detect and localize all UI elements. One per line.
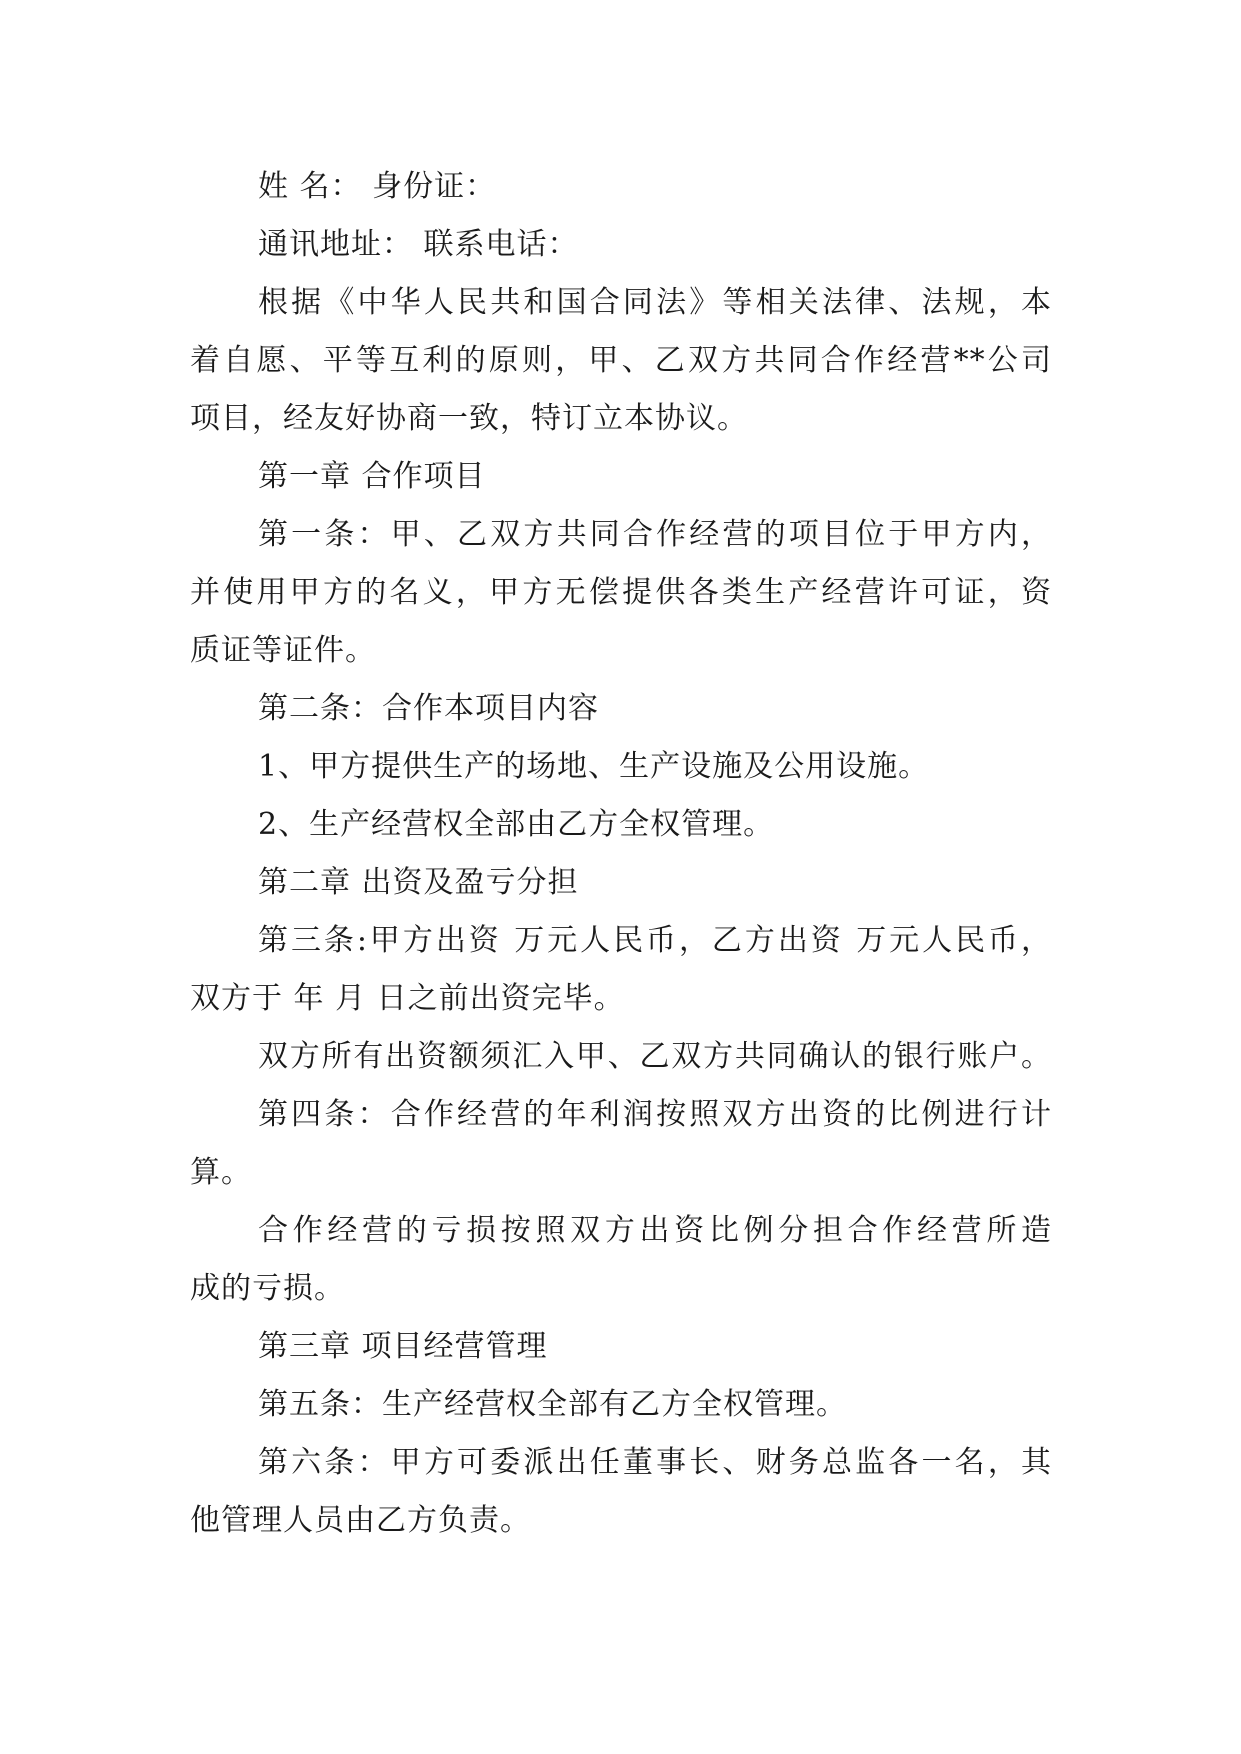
article-4-line-1: 第四条：合作经营的年利润按照双方出资的比例进行计 — [258, 1097, 1052, 1132]
article-1-line-3: 质证等证件。 — [190, 633, 376, 668]
preamble-line-2: 着自愿、平等互利的原则，甲、乙双方共同合作经营**公司 — [190, 343, 1052, 378]
article-3-line-1: 第三条:甲方出资 万元人民币，乙方出资 万元人民币， — [258, 923, 1052, 958]
preamble-line-3: 项目，经友好协商一致，特订立本协议。 — [190, 401, 748, 436]
article-6-line-2: 他管理人员由乙方负责。 — [190, 1503, 531, 1538]
article-3-line-3: 双方所有出资额须汇入甲、乙双方共同确认的银行账户。 — [258, 1039, 1052, 1074]
article-2-item-2: 2、生产经营权全部由乙方全权管理。 — [258, 807, 775, 842]
article-3-line-2: 双方于 年 月 日之前出资完毕。 — [190, 981, 625, 1016]
chapter-1-heading: 第一章 合作项目 — [258, 459, 486, 494]
party-name-id-line: 姓 名： 身份证： — [258, 169, 497, 204]
document-body — [190, 158, 1052, 1550]
party-address-phone-line: 通讯地址： 联系电话： — [258, 227, 579, 262]
article-5-line-1: 第五条：生产经营权全部有乙方全权管理。 — [258, 1387, 847, 1422]
article-4-line-2: 算。 — [190, 1155, 252, 1190]
preamble-line-1: 根据《中华人民共和国合同法》等相关法律、法规，本 — [258, 285, 1052, 320]
article-2-item-1: 1、甲方提供生产的场地、生产设施及公用设施。 — [258, 749, 930, 784]
article-1-line-1: 第一条：甲、乙双方共同合作经营的项目位于甲方内， — [258, 517, 1052, 552]
article-1-line-2: 并使用甲方的名义，甲方无偿提供各类生产经营许可证，资 — [190, 575, 1052, 610]
article-6-line-1: 第六条：甲方可委派出任董事长、财务总监各一名，其 — [258, 1445, 1052, 1480]
article-4-line-4: 成的亏损。 — [190, 1271, 345, 1306]
article-4-line-3: 合作经营的亏损按照双方出资比例分担合作经营所造 — [258, 1213, 1052, 1248]
chapter-3-heading: 第三章 项目经营管理 — [258, 1329, 548, 1364]
chapter-2-heading: 第二章 出资及盈亏分担 — [258, 865, 579, 900]
article-2-heading: 第二条：合作本项目内容 — [258, 691, 599, 726]
